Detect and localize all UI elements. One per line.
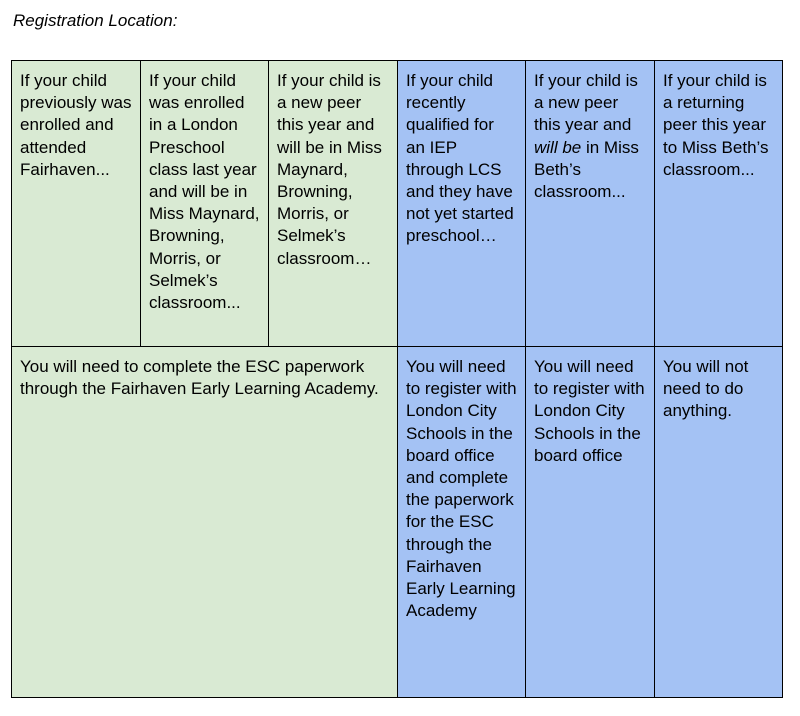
actions-row — [12, 347, 783, 698]
action-cell-register-lcs: You will need to register with London City Schools in the board office — [526, 347, 655, 698]
action-cell-no-action: You will not need to do anything. — [655, 347, 783, 698]
condition-cell-returning-peer-beth: If your child is a returning peer this year to Miss Beth’s classroom... — [655, 61, 783, 347]
condition-cell-new-peer-beth — [526, 61, 655, 347]
action-cell-esc-paperwork: You will need to complete the ESC paperwork through the Fairhaven Early Learning Academy. — [12, 347, 398, 698]
registration-table — [11, 60, 783, 698]
condition-cell-london-preschool: If your child was enrolled in a London Preschool class last year and will be in Miss Maynard, Browning, Morris, or Selmek’s classroom... — [141, 61, 269, 347]
conditions-row — [12, 61, 783, 347]
action-cell-register-and-esc: You will need to register with London City Schools in the board office and complete the paperwork for the ESC through the Fairhaven Early Learning Academy — [398, 347, 526, 698]
condition-cell-previously-enrolled: If your child previously was enrolled and attended Fairhaven... — [12, 61, 141, 347]
condition-text-before: If your child is a new peer this year and — [534, 71, 638, 135]
condition-text-after: in Miss Beth’s classroom... — [534, 137, 639, 202]
condition-text-emphasis: will be — [534, 137, 582, 157]
condition-cell-iep-lcs: If your child recently qualified for an IEP through LCS and they have not yet started preschool… — [398, 61, 526, 347]
condition-cell-new-peer-maynard: If your child is a new peer this year and will be in Miss Maynard, Browning, Morris, or Selmek’s classroom… — [269, 61, 398, 347]
registration-location-heading: Registration Location: — [13, 11, 178, 30]
